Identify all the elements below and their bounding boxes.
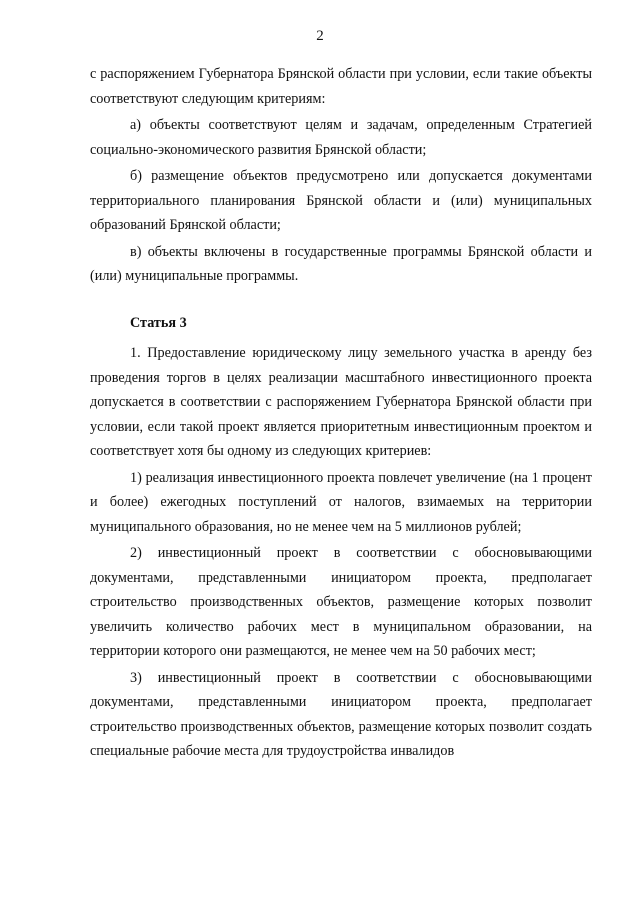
paragraph-article-3-item-1: 1. Предоставление юридическому лицу земельного участка в аренду без проведения торгов в целях реализации масштабного инвестиционного проекта допускается в соответствии с распоряжением Губернатора Брянской области при условии, если такой проект является приоритетным инвестиционным проектом и соответствует хотя бы одному из следующих критериев: xyxy=(90,345,592,459)
paragraph-continuation: с распоряжением Губернатора Брянской области при условии, если такие объекты соответствуют следующим критериям: xyxy=(90,66,592,107)
page-number: 2 xyxy=(316,28,324,44)
document-body xyxy=(90,62,592,764)
paragraph-subitem-2: 2) инвестиционный проект в соответствии с обосновывающими документами, представленными инициатором проекта, предполагает строительство производственных объектов, размещение которых позволит увеличить количество рабочих мест в муниципальном образовании, на территории которого они размещаются, не менее чем на 50 рабочих мест; xyxy=(90,545,592,659)
article-heading: Статья 3 xyxy=(130,314,187,331)
paragraph-subitem-1: 1) реализация инвестиционного проекта повлечет увеличение (на 1 процент и более) ежегодных поступлений от налогов, взимаемых на территории муниципального образования, но не менее чем на 5 миллионов рублей; xyxy=(90,469,592,535)
paragraph-criterion-b: б) размещение объектов предусмотрено или допускается документами территориального планирования Брянской области и (или) муниципальных образований Брянской области; xyxy=(90,168,592,233)
paragraph-criterion-c: в) объекты включены в государственные программы Брянской области и (или) муниципальные программы. xyxy=(90,243,592,284)
paragraph-criterion-a: а) объекты соответствуют целям и задачам, определенным Стратегией социально-экономического развития Брянской области; xyxy=(90,117,592,158)
paragraph-subitem-3: 3) инвестиционный проект в соответствии с обосновывающими документами, представленными инициатором проекта, предполагает строительство производственных объектов, размещение которых позволит создать специальные рабочие места для трудоустройства инвалидов xyxy=(90,669,592,759)
